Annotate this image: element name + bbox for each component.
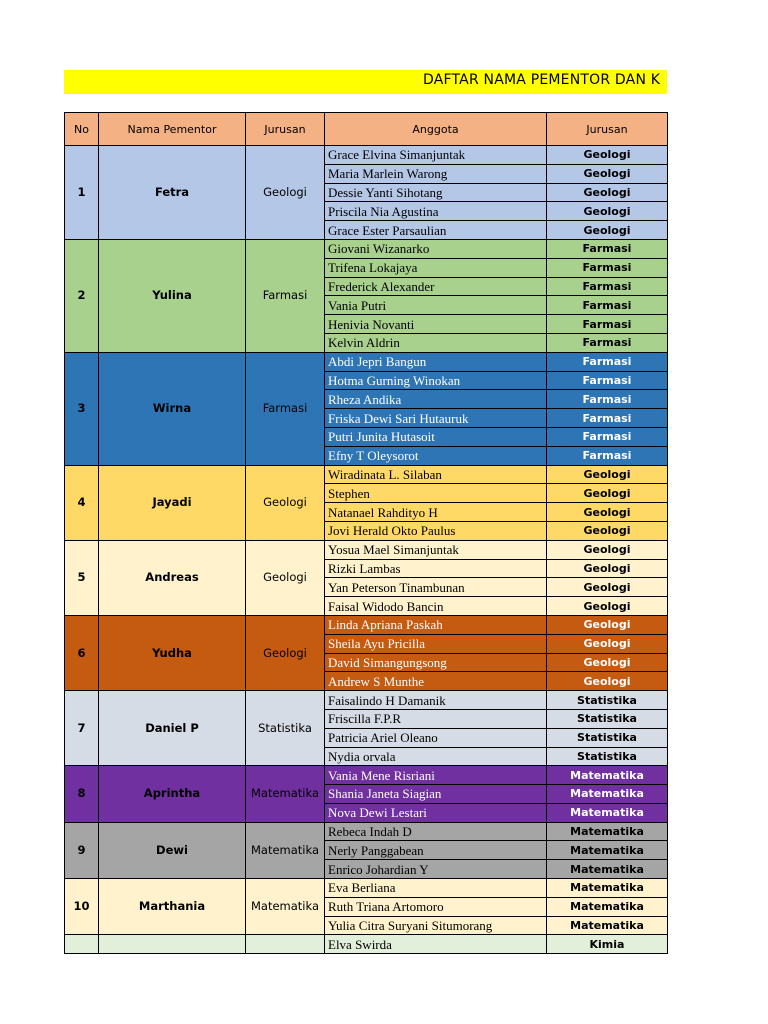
member-jurusan[interactable]: Statistika <box>547 747 668 766</box>
group-no[interactable]: 3 <box>65 352 99 465</box>
member-name[interactable]: Nydia orvala <box>325 747 547 766</box>
member-name[interactable]: Jovi Herald Okto Paulus <box>325 521 547 540</box>
member-name[interactable]: Putri Junita Hutasoit <box>325 427 547 446</box>
table-row <box>65 239 668 258</box>
member-jurusan[interactable]: Geologi <box>547 484 668 503</box>
group-no[interactable]: 1 <box>65 146 99 240</box>
member-jurusan[interactable]: Geologi <box>547 164 668 183</box>
mentor-name[interactable]: Aprintha <box>99 766 246 822</box>
member-name[interactable]: Trifena Lokajaya <box>325 258 547 277</box>
mentor-jurusan[interactable]: Farmasi <box>246 352 325 465</box>
mentor-name[interactable] <box>99 935 246 954</box>
member-name[interactable]: Priscila Nia Agustina <box>325 202 547 221</box>
member-jurusan[interactable]: Farmasi <box>547 390 668 409</box>
member-name[interactable]: Yan Peterson Tinambunan <box>325 578 547 597</box>
member-name[interactable]: Kelvin Aldrin <box>325 333 547 352</box>
header-no[interactable]: No <box>65 113 99 146</box>
member-jurusan[interactable]: Geologi <box>547 521 668 540</box>
table-row <box>65 935 668 954</box>
mentor-name[interactable]: Yudha <box>99 615 246 690</box>
member-jurusan[interactable]: Geologi <box>547 672 668 691</box>
member-jurusan[interactable]: Matematika <box>547 785 668 804</box>
mentor-table <box>64 112 668 954</box>
member-name[interactable]: Frederick Alexander <box>325 277 547 296</box>
member-name[interactable]: Faisalindo H Damanik <box>325 691 547 710</box>
member-jurusan[interactable]: Geologi <box>547 634 668 653</box>
member-jurusan[interactable]: Matematika <box>547 897 668 916</box>
member-jurusan[interactable]: Geologi <box>547 465 668 484</box>
member-jurusan[interactable]: Geologi <box>547 202 668 221</box>
member-name[interactable]: Sheila Ayu Pricilla <box>325 634 547 653</box>
member-name[interactable]: Grace Ester Parsaulian <box>325 221 547 240</box>
member-jurusan[interactable]: Farmasi <box>547 371 668 390</box>
header-anggota[interactable]: Anggota <box>325 113 547 146</box>
member-name[interactable]: Abdi Jepri Bangun <box>325 352 547 371</box>
member-name[interactable]: Henivia Novanti <box>325 315 547 334</box>
table-row <box>65 766 668 785</box>
member-name[interactable]: Eva Berliana <box>325 879 547 898</box>
mentor-jurusan[interactable]: Matematika <box>246 766 325 822</box>
member-name[interactable]: Shania Janeta Siagian <box>325 785 547 804</box>
group-no[interactable]: 5 <box>65 540 99 615</box>
mentor-jurusan[interactable]: Geologi <box>246 615 325 690</box>
member-jurusan[interactable]: Farmasi <box>547 258 668 277</box>
member-name[interactable]: Stephen <box>325 484 547 503</box>
member-name[interactable]: David Simangungsong <box>325 653 547 672</box>
mentor-name[interactable]: Fetra <box>99 146 246 240</box>
member-jurusan[interactable]: Farmasi <box>547 352 668 371</box>
member-jurusan[interactable]: Farmasi <box>547 333 668 352</box>
member-name[interactable]: Andrew S Munthe <box>325 672 547 691</box>
member-name[interactable]: Nova Dewi Lestari <box>325 803 547 822</box>
mentor-jurusan[interactable]: Geologi <box>246 465 325 540</box>
member-name[interactable]: Grace Elvina Simanjuntak <box>325 146 547 165</box>
member-name[interactable]: Yosua Mael Simanjuntak <box>325 540 547 559</box>
member-jurusan[interactable]: Geologi <box>547 597 668 616</box>
member-name[interactable]: Patricia Ariel Oleano <box>325 728 547 747</box>
table-row <box>65 879 668 898</box>
member-name[interactable]: Rebeca Indah D <box>325 822 547 841</box>
member-jurusan[interactable]: Farmasi <box>547 409 668 428</box>
member-jurusan[interactable]: Geologi <box>547 653 668 672</box>
table-row <box>65 615 668 634</box>
member-name[interactable]: Maria Marlein Warong <box>325 164 547 183</box>
member-name[interactable]: Efny T Oleysorot <box>325 446 547 465</box>
mentor-jurusan[interactable]: Farmasi <box>246 239 325 352</box>
member-jurusan[interactable]: Farmasi <box>547 427 668 446</box>
member-jurusan[interactable]: Farmasi <box>547 239 668 258</box>
member-name[interactable]: Hotma Gurning Winokan <box>325 371 547 390</box>
member-jurusan[interactable]: Matematika <box>547 879 668 898</box>
table-row <box>65 822 668 841</box>
member-jurusan[interactable]: Statistika <box>547 691 668 710</box>
table-row <box>65 352 668 371</box>
mentor-name[interactable]: Dewi <box>99 822 246 878</box>
table-row <box>65 540 668 559</box>
table-row <box>65 146 668 165</box>
mentor-name[interactable]: Yulina <box>99 239 246 352</box>
group-no[interactable] <box>65 935 99 954</box>
member-name[interactable]: Friscilla F.P.R <box>325 709 547 728</box>
table-row <box>65 465 668 484</box>
member-jurusan[interactable]: Farmasi <box>547 277 668 296</box>
header-mentor[interactable]: Nama Pementor <box>99 113 246 146</box>
member-name[interactable]: Rizki Lambas <box>325 559 547 578</box>
member-name[interactable]: Faisal Widodo Bancin <box>325 597 547 616</box>
group-no[interactable]: 4 <box>65 465 99 540</box>
member-jurusan[interactable]: Geologi <box>547 503 668 522</box>
member-jurusan[interactable]: Matematika <box>547 822 668 841</box>
member-jurusan[interactable]: Geologi <box>547 615 668 634</box>
header-jurusan-anggota[interactable]: Jurusan <box>547 113 668 146</box>
mentor-jurusan[interactable]: Geologi <box>246 540 325 615</box>
member-name[interactable]: Vania Mene Risriani <box>325 766 547 785</box>
table-body <box>65 146 668 954</box>
group-no[interactable]: 7 <box>65 691 99 766</box>
member-jurusan[interactable]: Farmasi <box>547 446 668 465</box>
member-jurusan[interactable]: Farmasi <box>547 315 668 334</box>
mentor-name[interactable]: Wirna <box>99 352 246 465</box>
member-name[interactable]: Elva Swirda <box>325 935 547 954</box>
member-name[interactable]: Yulia Citra Suryani Situmorang <box>325 916 547 935</box>
member-jurusan[interactable]: Geologi <box>547 559 668 578</box>
mentor-jurusan[interactable]: Statistika <box>246 691 325 766</box>
mentor-jurusan[interactable]: Matematika <box>246 879 325 935</box>
group-no[interactable]: 10 <box>65 879 99 935</box>
member-name[interactable]: Vania Putri <box>325 296 547 315</box>
member-jurusan[interactable]: Matematika <box>547 916 668 935</box>
mentor-jurusan[interactable]: Geologi <box>246 146 325 240</box>
mentor-name[interactable]: Marthania <box>99 879 246 935</box>
member-jurusan[interactable]: Kimia <box>547 935 668 954</box>
member-jurusan[interactable]: Matematika <box>547 803 668 822</box>
header-row <box>65 113 668 146</box>
member-name[interactable]: Giovani Wizanarko <box>325 239 547 258</box>
table-row <box>65 691 668 710</box>
member-jurusan[interactable]: Geologi <box>547 146 668 165</box>
member-jurusan[interactable]: Farmasi <box>547 296 668 315</box>
member-name[interactable]: Ruth Triana Artomoro <box>325 897 547 916</box>
member-jurusan[interactable]: Geologi <box>547 183 668 202</box>
mentor-jurusan[interactable] <box>246 935 325 954</box>
member-jurusan[interactable]: Geologi <box>547 221 668 240</box>
group-no[interactable]: 9 <box>65 822 99 878</box>
member-name[interactable]: Nerly Panggabean <box>325 841 547 860</box>
member-name[interactable]: Wiradinata L. Silaban <box>325 465 547 484</box>
member-jurusan[interactable]: Geologi <box>547 540 668 559</box>
member-name[interactable]: Linda Apriana Paskah <box>325 615 547 634</box>
group-no[interactable]: 8 <box>65 766 99 822</box>
header-jurusan[interactable]: Jurusan <box>246 113 325 146</box>
member-name[interactable]: Dessie Yanti Sihotang <box>325 183 547 202</box>
member-jurusan[interactable]: Matematika <box>547 860 668 879</box>
mentor-name[interactable]: Daniel P <box>99 691 246 766</box>
member-name[interactable]: Enrico Johardian Y <box>325 860 547 879</box>
sheet-title: DAFTAR NAMA PEMENTOR DAN K <box>423 72 661 88</box>
member-jurusan[interactable]: Geologi <box>547 578 668 597</box>
member-jurusan[interactable]: Statistika <box>547 728 668 747</box>
member-jurusan[interactable]: Matematika <box>547 766 668 785</box>
mentor-name[interactable]: Andreas <box>99 540 246 615</box>
title-bar <box>64 70 667 94</box>
member-jurusan[interactable]: Matematika <box>547 841 668 860</box>
member-name[interactable]: Rheza Andika <box>325 390 547 409</box>
member-jurusan[interactable]: Statistika <box>547 709 668 728</box>
member-name[interactable]: Friska Dewi Sari Hutauruk <box>325 409 547 428</box>
mentor-name[interactable]: Jayadi <box>99 465 246 540</box>
mentor-jurusan[interactable]: Matematika <box>246 822 325 878</box>
member-name[interactable]: Natanael Rahdityo H <box>325 503 547 522</box>
group-no[interactable]: 6 <box>65 615 99 690</box>
group-no[interactable]: 2 <box>65 239 99 352</box>
